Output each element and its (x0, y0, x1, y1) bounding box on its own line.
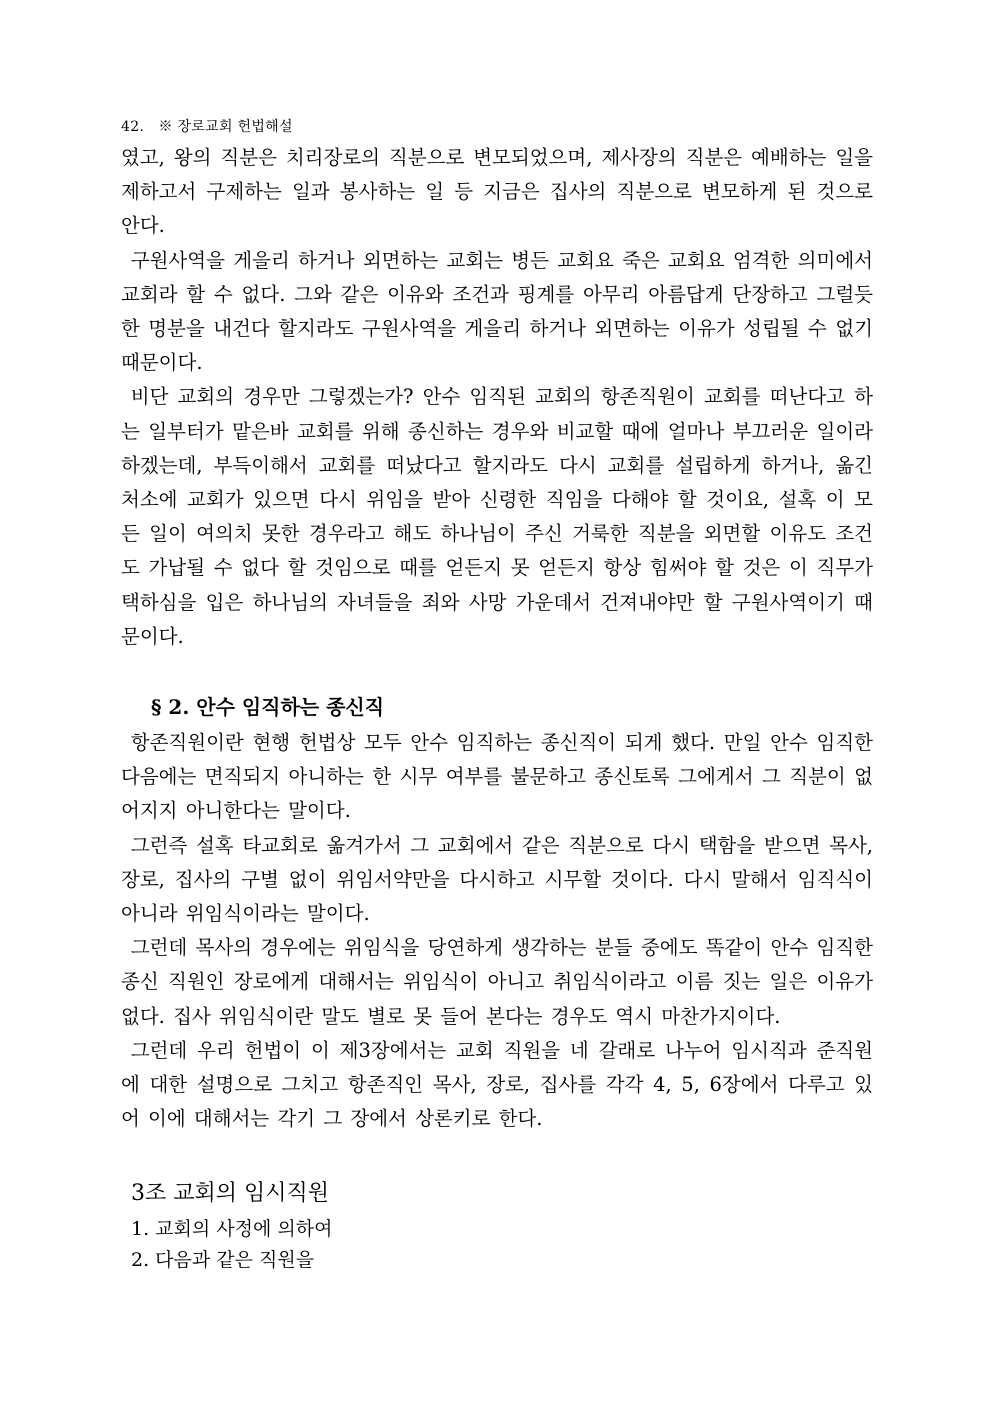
paragraph-3: 비단 교회의 경우만 그렇겠는가? 안수 임직된 교회의 항존직원이 교회를 떠난다고 하는 일부터가 맡은바 교회를 위해 종신하는 경우와 비교할 때에 얼마나 부끄러운 일이라 하겠는데, 부득이해서 교회를 떠났다고 할지라도 다시 교회를 설립하게 하거나, 옮긴 처소에 교회가 있으면 다시 위임을 받아 신령한 직임을 다해야 할 것이요, 설혹 이 모든 일이 여의치 못한 경우라고 해도 하나님이 주신 거룩한 직분을 외면할 이유도 조건도 가납될 수 없다 할 것임으로 때를 얻든지 못 얻든지 항상 힘써야 할 것은 이 직무가 택하심을 입은 하나님의 자녀들을 죄와 사망 가운데서 건져내야만 할 구원사역이기 때문이다. (121, 385, 873, 648)
paragraph-1: 였고, 왕의 직분은 치리장로의 직분으로 변모되었으며, 제사장의 직분은 예배하는 일을 제하고서 구제하는 일과 봉사하는 일 등 지금은 집사의 직분으로 변모하게 된 것으로 안다. (121, 146, 873, 238)
page-number: 42. (121, 119, 145, 135)
paragraph-2: 구원사역을 게을리 하거나 외면하는 교회는 병든 교회요 죽은 교회요 엄격한 의미에서 교회라 할 수 없다. 그와 같은 이유와 조건과 핑계를 아무리 아름답게 단장하고 그럴듯한 명분을 내건다 할지라도 구원사역을 게을리 하거나 외면하는 이유가 성립될 수 없기 때문이다. (121, 248, 873, 375)
article-heading: 3조 교회의 임시직원 (131, 1181, 329, 1207)
paragraph-6: 그런데 목사의 경우에는 위임식을 당연하게 생각하는 분들 중에도 똑같이 안수 임직한 종신 직원인 장로에게 대해서는 위임식이 아니고 취임식이라고 이름 짓는 일은 이유가 없다. 집사 위임식이란 말도 별로 못 들어 본다는 경우도 역시 마찬가지이다. (121, 936, 873, 1028)
paragraph-7: 그런데 우리 헌법이 이 제3장에서는 교회 직원을 네 갈래로 나누어 임시직과 준직원에 대한 설명으로 그치고 항존직인 목사, 장로, 집사를 각각 4, 5, 6장에서 다루고 있어 이에 대해서는 각기 그 장에서 상론키로 한다. (121, 1038, 873, 1131)
paragraph-5: 그런즉 설혹 타교회로 옮겨가서 그 교회에서 같은 직분으로 다시 택함을 받으면 목사, 장로, 집사의 구별 없이 위임서약만을 다시하고 시무할 것이다. 다시 말해서 임직식이 아니라 위임식이라는 말이다. (121, 833, 873, 926)
list-item: 1. 교회의 사정에 의하여 (131, 1218, 333, 1241)
page-body (121, 141, 873, 1276)
running-title: ※ 장로교회 헌법해설 (158, 119, 293, 135)
list-item: 2. 다음과 같은 직원을 (131, 1249, 315, 1272)
section-heading: § 2. 안수 임직하는 종신직 (151, 695, 385, 720)
page-header (121, 117, 293, 137)
paragraph-4: 항존직원이란 현행 헌법상 모두 안수 임직하는 종신직이 되게 했다. 만일 안수 임직한 다음에는 면직되지 아니하는 한 시무 여부를 불문하고 종신토록 그에게서 그 직분이 없어지지 아니한다는 말이다. (121, 731, 873, 823)
